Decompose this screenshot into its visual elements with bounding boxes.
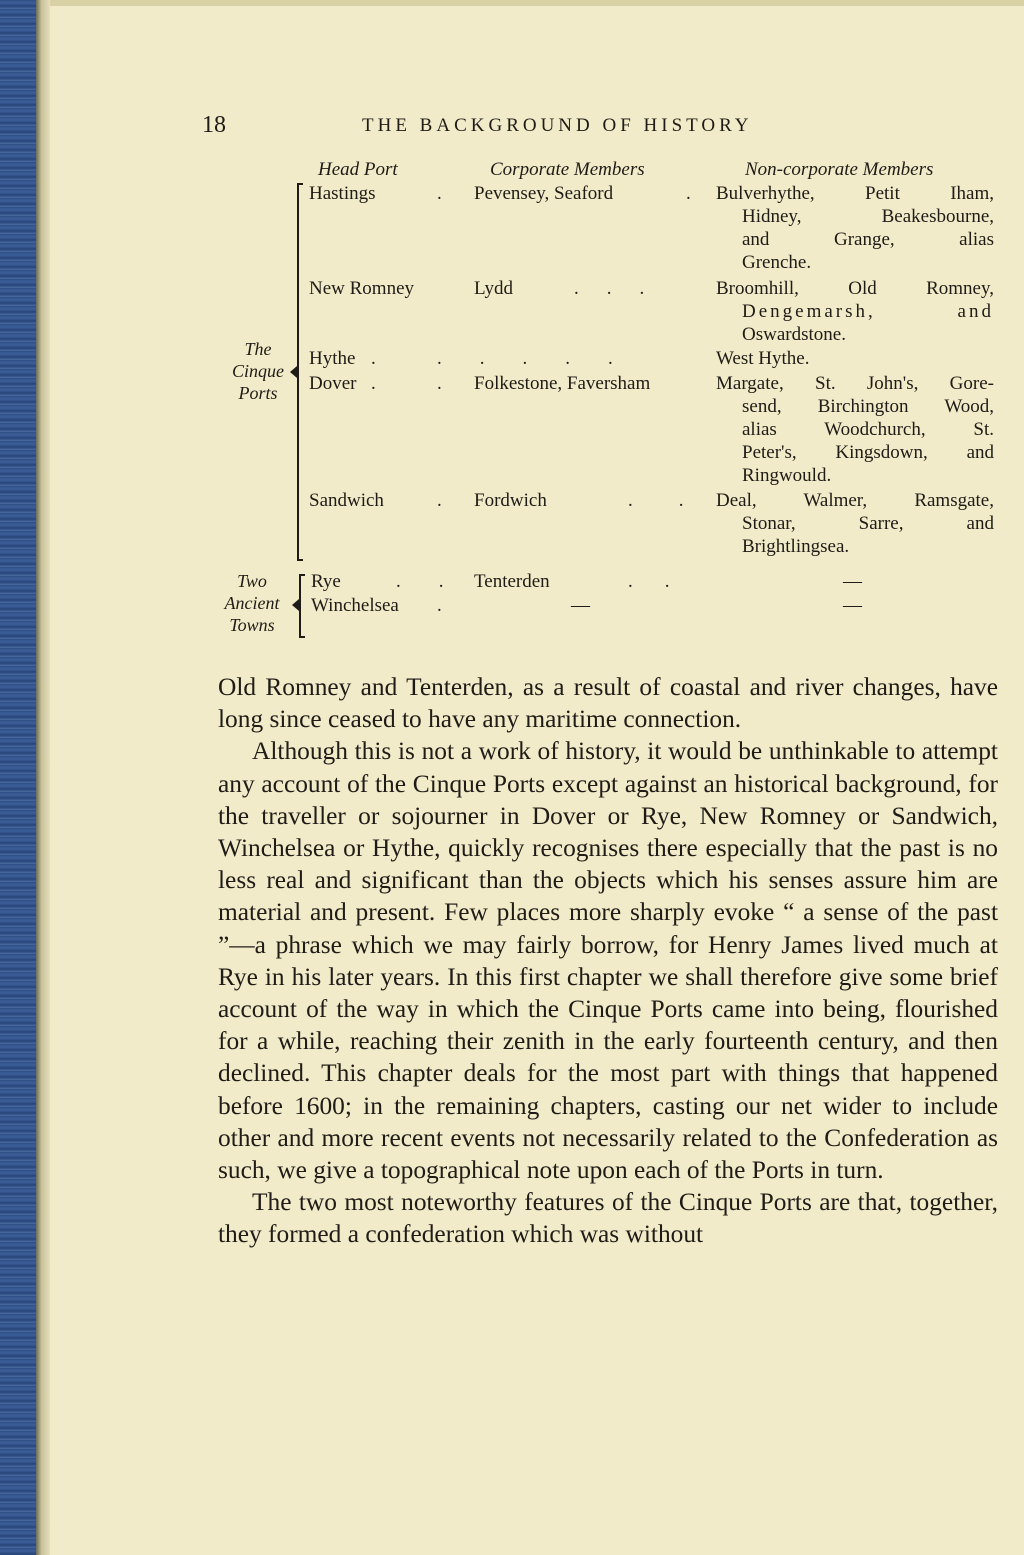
col-header-noncorporate: Non-corporate Members (745, 159, 934, 180)
noncorporate-line: Peter's, Kingsdown, and (742, 442, 994, 463)
col-header-head-port: Head Port (318, 159, 398, 180)
noncorporate-cell (716, 277, 994, 346)
noncorporate-cell (716, 489, 994, 558)
group-label-cinque-ports: The Cinque Ports (232, 339, 284, 403)
noncorporate-line: Grenche. (742, 252, 812, 273)
noncorporate-cell (716, 182, 994, 274)
corporate-cell: Tenterden (474, 571, 550, 592)
leader-dots: .. (628, 571, 702, 592)
leader-dots: .. (628, 490, 730, 511)
head-port-cell: Dover (309, 373, 357, 394)
corporate-cell: Folkestone, Faversham (474, 373, 651, 394)
noncorporate-line: Stonar, Sarre, and (742, 513, 994, 534)
body-text (218, 671, 998, 1251)
leader-dots: .. (396, 571, 482, 592)
corporate-cell: Fordwich (474, 490, 547, 511)
leader-dots: . (437, 373, 442, 394)
noncorporate-line: Deal, Walmer, Ramsgate, (716, 490, 994, 511)
page-gutter (36, 0, 50, 1555)
corporate-cell: Lydd (474, 278, 514, 299)
head-port-cell: Hythe (309, 348, 356, 369)
corporate-cell: Pevensey, Seaford (474, 183, 614, 204)
head-port-cell: Sandwich (309, 490, 384, 511)
noncorporate-line: alias Woodchurch, St. (742, 419, 994, 440)
paragraph: Old Romney and Tenterden, as a result of coastal and river changes, have long since ceased to have any maritime connection. (218, 673, 998, 734)
bracket-ancient-towns (299, 574, 301, 638)
head-port-cell: Hastings (309, 183, 376, 204)
noncorporate-line: Hidney, Beakesbourne, (742, 206, 994, 227)
book-spine-cloth (0, 0, 36, 1555)
noncorporate-line: Broomhill, Old Romney, (716, 278, 994, 299)
noncorporate-line: West Hythe. (716, 348, 810, 369)
paragraph: The two most noteworthy features of the Cinque Ports are that, together, they formed a confederation which was without (218, 1188, 998, 1249)
leader-dots: ..... (437, 348, 651, 369)
noncorporate-line: and Grange, alias (742, 229, 994, 250)
noncorporate-cell: — (843, 595, 862, 616)
group-label-ancient-towns: Two Ancient Towns (224, 571, 280, 635)
paragraph: Although this is not a work of history, it would be unthinkable to attempt any account of the Cinque Ports except against an historical background, for the traveller or sojourner in Dover or Rye, New Romney or Sandwich, Winchelsea or Hythe, quickly recognises there especially that the past is no less real and significant than the objects which his senses assure him are material and present. Few places more sharply evoke “ a sense of the past ”—a phrase which we may fairly borrow, for Henry James lived much at Rye in his later years. In this first chapter we shall therefore give some brief account of the way in which the Cinque Ports came into being, flourished for a while, reaching their zenith in the early fourteenth century, and then declined. This chapter deals for the most part with things that happened before 1600; in the remaining chapters, casting our net wider to include other and more recent events not necessarily related to the Confederation as such, we give a topographical note upon each of the Ports in turn. (218, 737, 998, 1185)
bracket-notch (290, 366, 297, 378)
noncorporate-cell (716, 372, 994, 487)
head-port-cell: Rye (311, 571, 341, 592)
bracket-cinque-ports (297, 183, 299, 561)
col-header-corporate: Corporate Members (490, 159, 645, 180)
noncorporate-line: send, Birchington Wood, (742, 396, 994, 417)
noncorporate-line: Oswardstone. (742, 324, 846, 345)
leader-dots: ... (574, 278, 673, 299)
noncorporate-line: Brightlingsea. (742, 536, 850, 557)
head-port-cell: New Romney (309, 278, 415, 299)
leader-dots: . (371, 348, 376, 369)
noncorporate-line: Margate, St. John's, Gore- (716, 373, 994, 394)
leader-dots: . (437, 490, 442, 511)
leader-dots: . (686, 183, 691, 204)
noncorporate-cell: — (843, 571, 862, 592)
corporate-cell: — (571, 595, 590, 616)
leader-dots: . (437, 183, 442, 204)
noncorporate-line: Bulverhythe, Petit Iham, (716, 183, 994, 204)
bracket-notch (292, 599, 299, 611)
noncorporate-line: Dengemarsh, and (742, 301, 994, 322)
leader-dots: . (437, 595, 442, 616)
running-head: THE BACKGROUND OF HISTORY (362, 115, 753, 136)
noncorporate-cell (716, 347, 994, 370)
page-top-edge (50, 0, 1024, 6)
page-number: 18 (202, 112, 226, 138)
noncorporate-line: Ringwould. (742, 465, 832, 486)
leader-dots: . (371, 373, 376, 394)
head-port-cell: Winchelsea (311, 595, 399, 616)
